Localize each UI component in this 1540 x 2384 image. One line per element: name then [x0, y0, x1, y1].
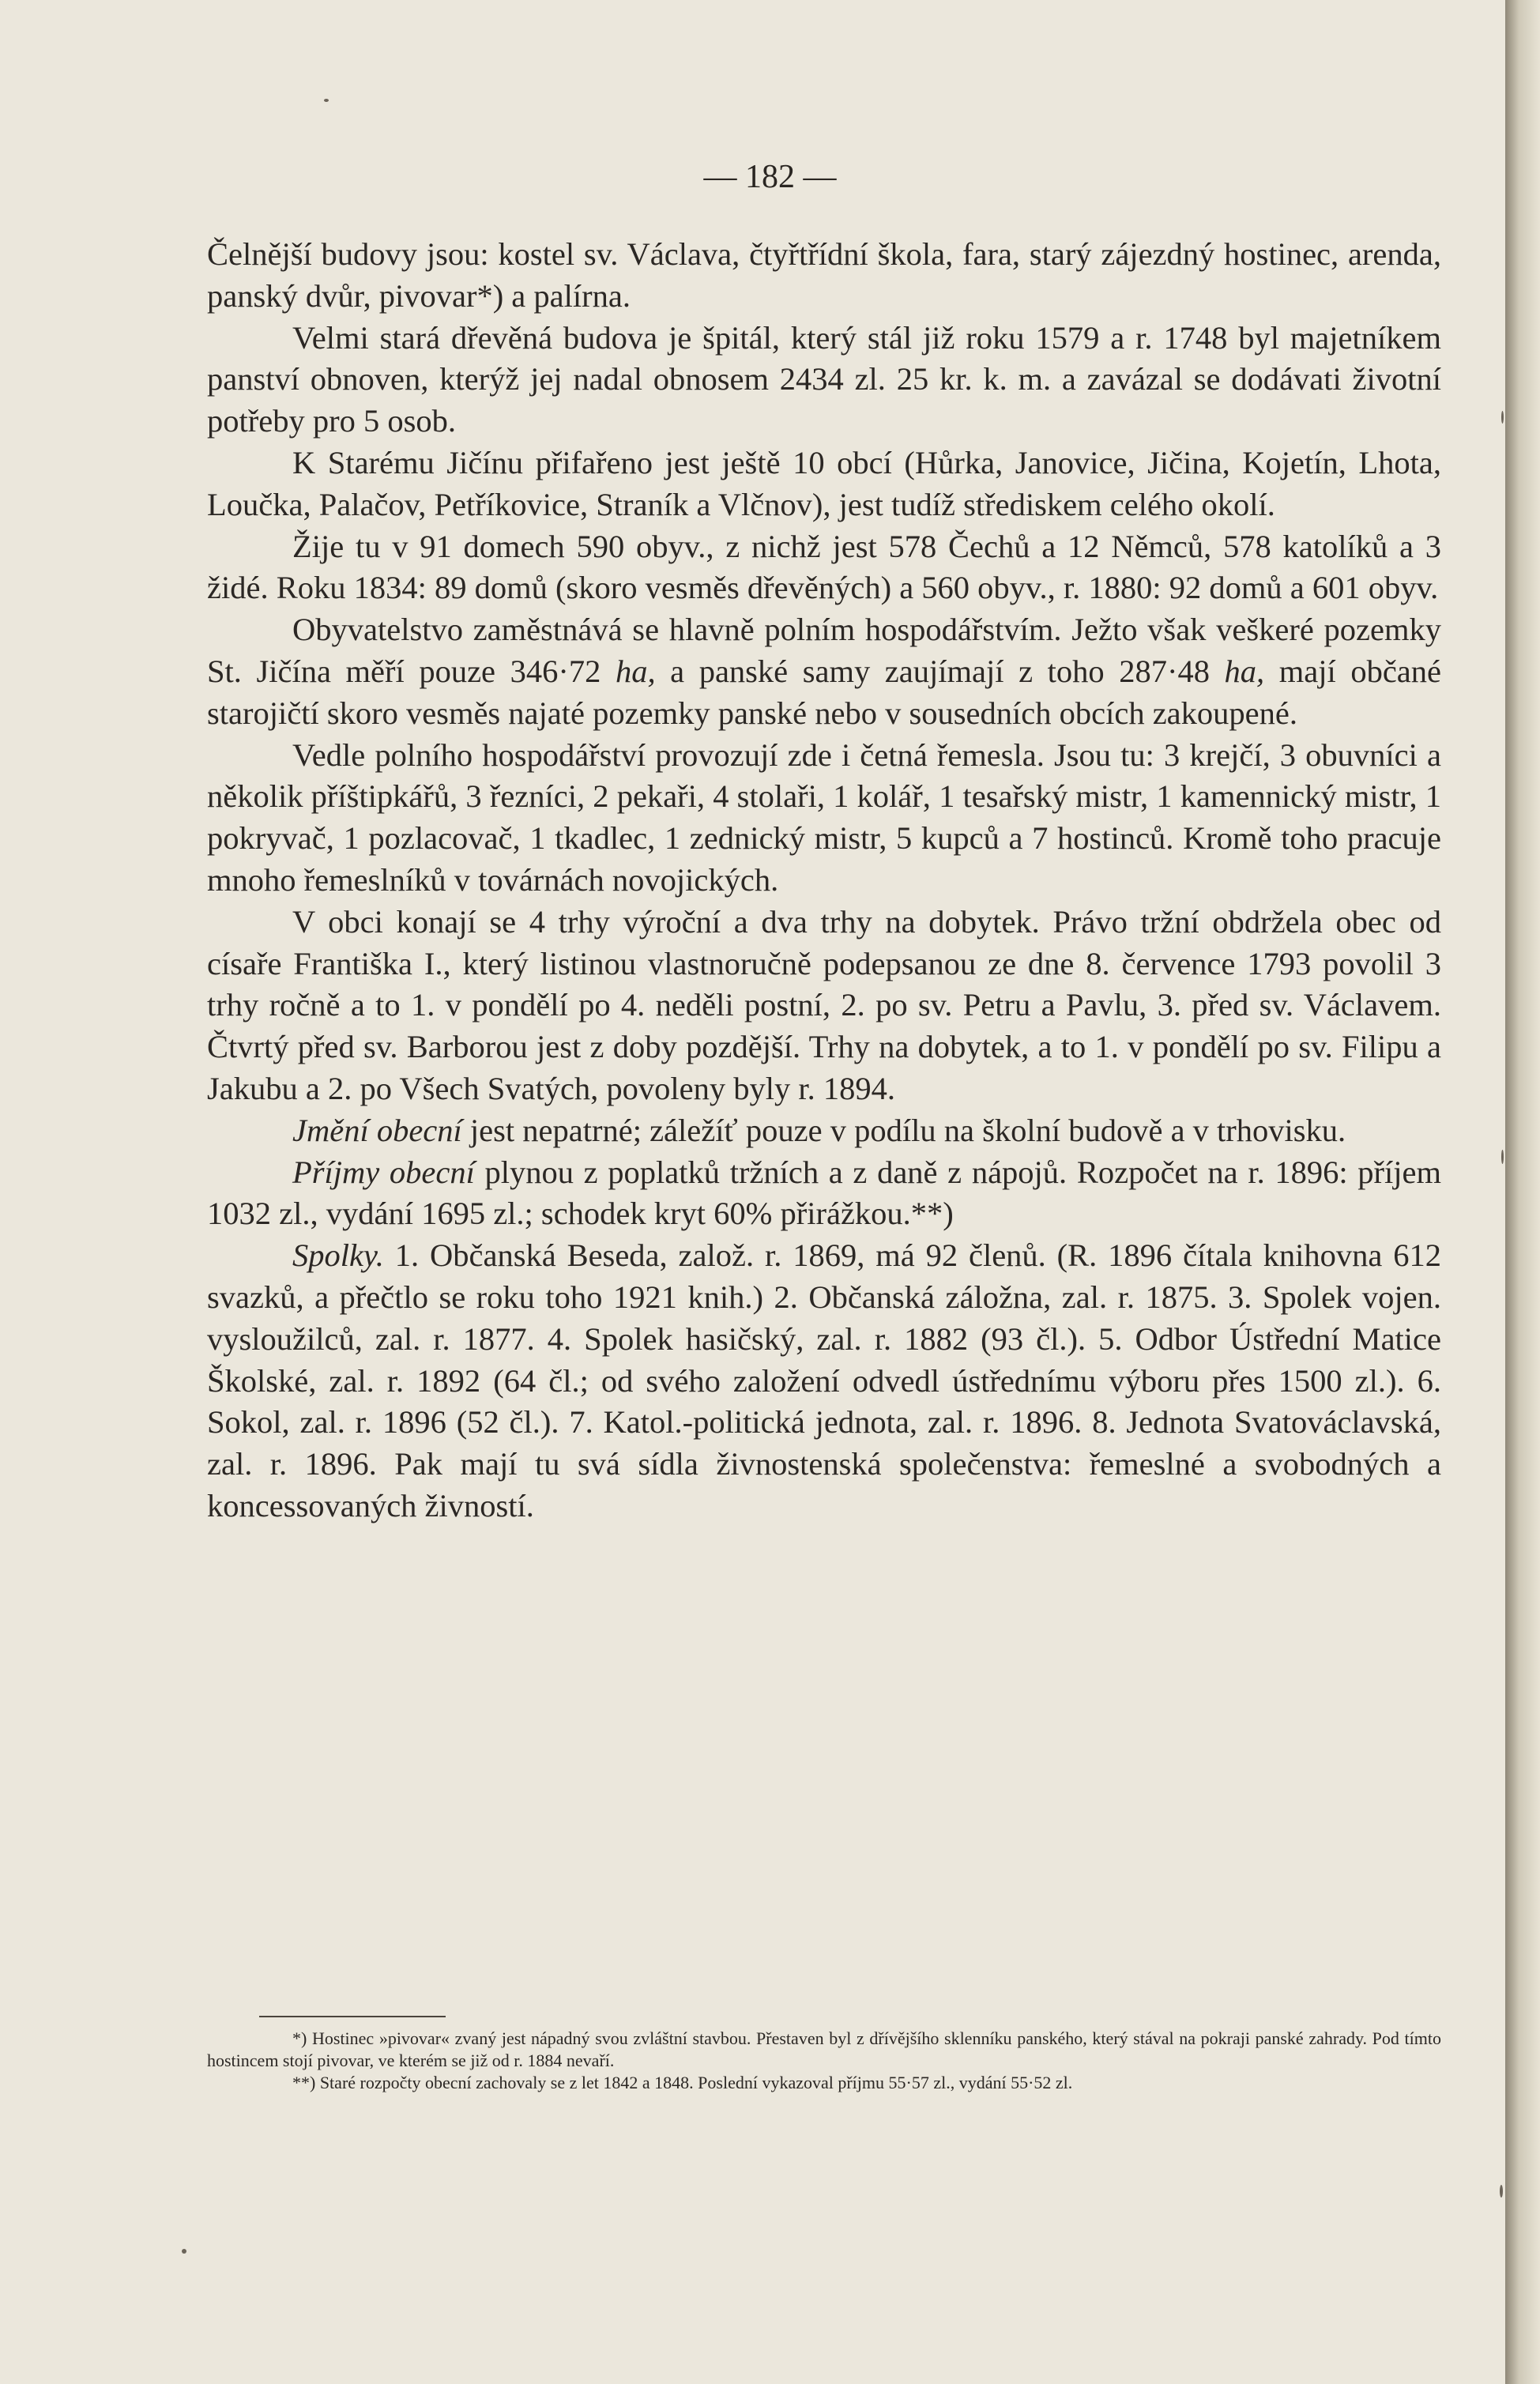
- paragraph-income: [207, 1152, 1441, 1236]
- footnote-2: **) Staré rozpočty obecní zachovaly se z let 1842 a 1848. Poslední vykazoval příjmu 55·57 zl., vydání 55·52 zl.: [292, 2073, 1073, 2092]
- page-edge: [1505, 0, 1540, 2384]
- unit-ha: ha,: [615, 653, 656, 689]
- paragraph-crafts: Vedle polního hospodářství provozují zde i četná řemesla. Jsou tu: 3 krejčí, 3 obuvníci a několik příštipkářů, 3 řezníci, 2 pekaři, 4 stolaři, 1 kolář, 1 tesařský mistr, 1 kamennický mistr, 1 pokryvač, 1 pozlacovač, 1 tkadlec, 1 zednický mistr, 5 kupců a 7 hostinců. Kromě toho pracuje mnoho řemeslníků v továrnách novojických.: [207, 736, 1441, 898]
- paragraph-hospital: Velmi stará dřevěná budova je špitál, který stál již roku 1579 a r. 1748 byl majetníkem panství obnoven, kterýž jej nadal obnosem 2434 zl. 25 kr. k. m. a zavázal se dodávati životní potřeby pro 5 osob.: [207, 319, 1441, 439]
- page-number: — 182 —: [703, 159, 837, 195]
- footnote-1: *) Hostinec »pivovar« zvaný jest nápadný svou zvláštní stavbou. Přestaven byl z dřívějšího sklenníku panského, který stával na pokraji panské zahrady. Pod tímto hostincem stojí pivovar, ve kterém se již od r. 1884 nevaří.: [207, 2028, 1441, 2070]
- unit-ha: ha,: [1224, 653, 1265, 689]
- paragraph-societies: [207, 1235, 1441, 1527]
- section-lead-income: Příjmy obecní: [292, 1154, 475, 1190]
- paper-speck: [324, 99, 329, 102]
- paper-speck: [1500, 2185, 1503, 2198]
- agriculture-text-2: a panské samy zaujímají z toho 287·48: [655, 653, 1225, 689]
- agriculture-text-3: mají občané starojičtí skoro vesměs najaté pozemky panské nebo v sousedních obcích zakoupené.: [207, 653, 1441, 731]
- paragraph-population: Žije tu v 91 domech 590 obyv., z nichž jest 578 Čechů a 12 Němců, 578 katolíků a 3 židé. Roku 1834: 89 domů (skoro vesměs dřevěných) a 560 obyv., r. 1880: 92 domů a 601 obyv.: [207, 528, 1441, 606]
- agriculture-text-1: Obyvatelstvo zaměstnává se hlavně polním hospodářstvím. Ježto však veškeré pozemky St. Jičína měří pouze 346·72: [207, 612, 1441, 689]
- societies-text: 1. Občanská Beseda, založ. r. 1869, má 92 členů. (R. 1896 čítala knihovna 612 svazků, a přečtlo se roku toho 1921 knih.) 2. Občanská záložna, zal. r. 1875. 3. Spolek vojen. vysloužilců, zal. r. 1877. 4. Spolek hasičský, zal. r. 1882 (93 čl.). 5. Odbor Ústřední Matice Školské, zal. r. 1892 (64 čl.; od svého založení odvedl ústřednímu výboru přes 1500 zl.). 6. Sokol, zal. r. 1896 (52 čl.). 7. Katol.-politická jednota, zal. r. 1896. 8. Jednota Svatováclavská, zal. r. 1896. Pak mají tu svá sídla živnostenská společenstva: řemeslné a svobodných a koncessovaných živností.: [207, 1237, 1441, 1523]
- section-lead-societies: Spolky.: [292, 1237, 384, 1274]
- paper-speck: [1501, 411, 1504, 424]
- paragraph-property: [207, 1110, 1441, 1152]
- footnotes: [207, 2028, 1441, 2094]
- main-text: [207, 234, 1441, 1527]
- paper-speck: [1501, 1150, 1504, 1164]
- property-text: jest nepatrné; záležíť pouze v podílu na školní budově a v trhovisku.: [461, 1112, 1346, 1148]
- paragraph-parish: K Starému Jičínu přifařeno jest ještě 10 obcí (Hůrka, Janovice, Jičina, Kojetín, Lhota, Loučka, Palačov, Petříkovice, Straník a Vlčnov), jest tudíž střediskem celého okolí.: [207, 444, 1441, 522]
- paper-speck: [182, 2249, 186, 2254]
- paragraph-markets: V obci konají se 4 trhy výroční a dva trhy na dobytek. Právo tržní obdržela obec od císaře Františka I., který listinou vlastnoručně podepsanou ze dne 8. července 1793 povolil 3 trhy ročně a to 1. v pondělí po 4. neděli postní, 2. po sv. Petru a Pavlu, 3. před sv. Václavem. Čtvrtý před sv. Barborou jest z doby pozdější. Trhy na dobytek, a to 1. v pondělí po sv. Filipu a Jakubu a 2. po Všech Svatých, povoleny byly r. 1894.: [207, 903, 1441, 1106]
- section-lead-property: Jmění obecní: [292, 1112, 462, 1148]
- paragraph-agriculture: [207, 609, 1441, 734]
- paragraph-buildings: Čelnější budovy jsou: kostel sv. Václava, čtyřtřídní škola, fara, starý zájezdný hostinec, arenda, panský dvůr, pivovar*) a palírna.: [207, 236, 1441, 314]
- footnote-rule: [259, 2016, 446, 2017]
- income-text: plynou z poplatků tržních a z daně z nápojů. Rozpočet na r. 1896: příjem 1032 zl., vydání 1695 zl.; schodek kryt 60% přirážkou.**): [207, 1154, 1441, 1232]
